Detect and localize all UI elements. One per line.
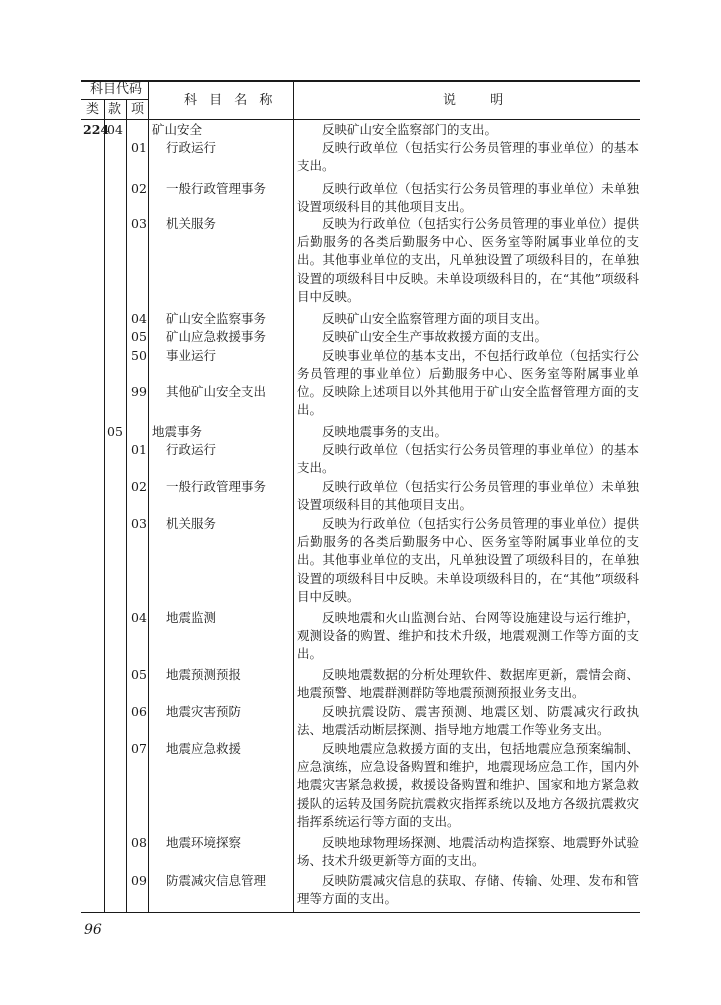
header-bottom-rule bbox=[81, 119, 640, 120]
subject-description: 反映地震和火山监测台站、台网等设施建设与运行维护，观测设备的购置、维护和技术升级，地震观测工作等方面的支出。 bbox=[297, 610, 639, 662]
subject-description: 反映地震数据的分析处理软件、数据库更新，震情会商、地震预警、地震群测群防等地震预测预报业务支出。 bbox=[297, 667, 639, 701]
header-subrule bbox=[81, 99, 148, 100]
subject-description: 反映矿山安全监察部门的支出。 bbox=[322, 122, 498, 137]
subject-name: 其他矿山安全支出 bbox=[166, 384, 267, 399]
xiang-code: 07 bbox=[131, 741, 147, 756]
subject-name: 地震监测 bbox=[166, 610, 217, 625]
subject-description: 反映地震应急救援方面的支出，包括地震应急预案编制、应急演练，应急设备购置和维护，地震现场应急工作，国内外地震灾害紧急救援，救援设备购置和维护、国家和地方紧急救援队的运转及国务院抗震救灾指挥系统以及地方各级抗震救灾指挥系统运行等方面的支出。 bbox=[297, 741, 639, 829]
xiang-code: 08 bbox=[131, 835, 147, 850]
subject-description: 反映地震事务的支出。 bbox=[322, 424, 448, 439]
page-number: 96 bbox=[84, 922, 102, 938]
header-col-name: 科 目 名 称 bbox=[184, 93, 273, 108]
subject-name: 地震灾害预防 bbox=[166, 704, 242, 719]
subject-description: 反映地球物理场探测、地震活动构造探察、地震野外试验场、技术升级更新等方面的支出。 bbox=[297, 835, 639, 869]
col-divider-lei-kuan bbox=[104, 99, 105, 912]
col-divider-kuan-xiang bbox=[126, 99, 127, 912]
xiang-code: 09 bbox=[131, 873, 147, 888]
subject-name: 行政运行 bbox=[166, 442, 217, 457]
subject-name: 地震事务 bbox=[152, 424, 203, 439]
subject-description: 反映行政单位（包括实行公务员管理的事业单位）的基本支出。 bbox=[297, 442, 639, 476]
subject-name: 地震预测预报 bbox=[166, 667, 242, 682]
subject-description: 反映行政单位（包括实行公务员管理的事业单位）未单独设置项级科目的其他项目支出。 bbox=[297, 181, 639, 215]
xiang-code: 05 bbox=[131, 667, 147, 682]
header-col-lei: 类 bbox=[86, 102, 100, 117]
subject-name: 矿山应急救援事务 bbox=[166, 329, 267, 344]
header-code-group: 科目代码 bbox=[90, 82, 143, 97]
subject-description: 反映为行政单位（包括实行公务员管理的事业单位）提供后勤服务的各类后勤服务中心、医务室等附属事业单位的支出。其他事业单位的支出，凡单独设置了项级科目的，在单独设置的项级科目中反映。未单设项级科目的，在“其他”项级科目中反映。 bbox=[297, 216, 639, 304]
xiang-code: 03 bbox=[131, 516, 147, 531]
xiang-code: 01 bbox=[131, 442, 147, 457]
xiang-code: 02 bbox=[131, 479, 147, 494]
xiang-code: 06 bbox=[131, 704, 147, 719]
subject-name: 行政运行 bbox=[166, 140, 217, 155]
xiang-code: 01 bbox=[131, 140, 147, 155]
subject-name: 地震环境探察 bbox=[166, 835, 242, 850]
table-bottom-rule bbox=[81, 912, 640, 913]
subject-description: 反映除上述项目以外其他用于矿山安全监督管理方面的支出。 bbox=[297, 384, 639, 418]
xiang-code: 04 bbox=[131, 610, 147, 625]
subject-description: 反映行政单位（包括实行公务员管理的事业单位）未单独设置项级科目的其他项目支出。 bbox=[297, 479, 639, 513]
kuan-code: 04 bbox=[107, 122, 123, 137]
subject-description: 反映抗震设防、震害预测、地震区划、防震减灾行政执法、地震活动断层探测、指导地方地震工作等业务支出。 bbox=[297, 704, 639, 738]
xiang-code: 05 bbox=[131, 329, 147, 344]
xiang-code: 03 bbox=[131, 216, 147, 231]
xiang-code: 04 bbox=[131, 311, 147, 326]
lei-code: 224 bbox=[83, 122, 110, 137]
xiang-code: 02 bbox=[131, 181, 147, 196]
table-top-rule bbox=[81, 80, 640, 82]
kuan-code: 05 bbox=[107, 424, 123, 439]
subject-name: 机关服务 bbox=[166, 216, 217, 231]
subject-name: 防震减灾信息管理 bbox=[166, 873, 267, 888]
xiang-code: 50 bbox=[131, 348, 147, 363]
subject-description: 反映事业单位的基本支出，不包括行政单位（包括实行公务员管理的事业单位）后勤服务中心、医务室等附属事业单位。 bbox=[297, 348, 639, 400]
header-col-kuan: 款 bbox=[108, 102, 122, 117]
subject-name: 事业运行 bbox=[166, 348, 217, 363]
subject-name: 一般行政管理事务 bbox=[166, 479, 267, 494]
xiang-code: 99 bbox=[131, 384, 147, 399]
col-divider-code-name bbox=[148, 80, 149, 912]
subject-name: 机关服务 bbox=[166, 516, 217, 531]
subject-name: 矿山安全监察事务 bbox=[166, 311, 267, 326]
header-col-desc: 说 明 bbox=[443, 93, 504, 108]
subject-description: 反映矿山安全监察管理方面的项目支出。 bbox=[322, 311, 548, 326]
header-col-xiang: 项 bbox=[131, 102, 145, 117]
subject-description: 反映矿山安全生产事故救援方面的支出。 bbox=[322, 329, 548, 344]
subject-name: 矿山安全 bbox=[152, 122, 203, 137]
subject-name: 地震应急救援 bbox=[166, 741, 242, 756]
subject-description: 反映防震减灾信息的获取、存储、传输、处理、发布和管理等方面的支出。 bbox=[297, 873, 639, 907]
subject-name: 一般行政管理事务 bbox=[166, 181, 267, 196]
col-divider-name-desc bbox=[293, 80, 294, 912]
subject-description: 反映行政单位（包括实行公务员管理的事业单位）的基本支出。 bbox=[297, 140, 639, 174]
subject-description: 反映为行政单位（包括实行公务员管理的事业单位）提供后勤服务的各类后勤服务中心、医务室等附属事业单位的支出。其他事业单位的支出，凡单独设置了项级科目的，在单独设置的项级科目中反映。未单设项级科目的，在“其他”项级科目中反映。 bbox=[297, 516, 639, 604]
